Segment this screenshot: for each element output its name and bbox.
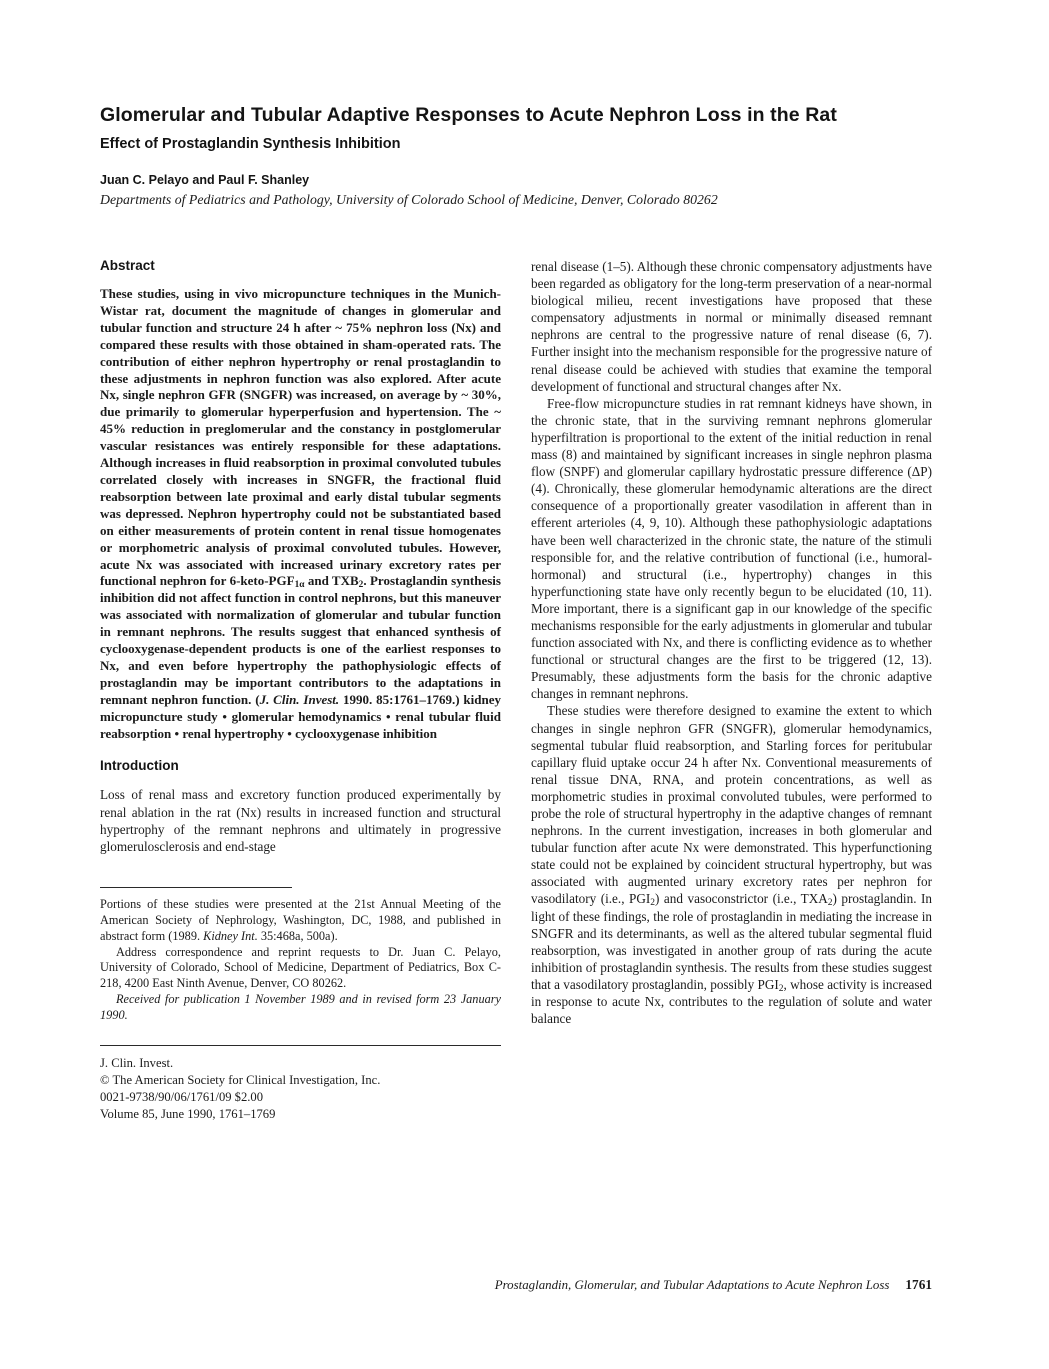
journal-issn-price: 0021-9738/90/06/1761/09 $2.00 (100, 1089, 264, 1104)
body-paragraph: renal disease (1–5). Although these chronic compensatory adjustments have been regarded as obligatory for the long-term preservation of a near-normal biological milieu, recent investigations have proposed that these compensatory adjustments in normal or minimally diseased remnant nephrons are central to the progressive nature of renal disease (6, 7). Further insight into the mechanism responsible for the progressive nature of renal disease could be achieved with studies that examine the temporal development of functional and structural changes after Nx. (531, 259, 932, 394)
right-column (531, 258, 932, 1123)
journal-name: J. Clin. Invest. (100, 1056, 174, 1071)
journal-volume: Volume 85, June 1990, 1761–1769 (100, 1106, 276, 1121)
body-paragraph: These studies were therefore designed to examine the extent to which changes in single nephron GFR (SNGFR), glomerular hemodynamics, segmental tubular fluid reabsorption, and Starling forces for peritubular capillary fluid uptake occur 24 h after Nx. Conventional measurements of renal tissue DNA, RNA, and protein concentrations, as well as morphometric studies in proximal convoluted tubules, were performed to probe the role of structural hypertrophy in the adaptive changes of remnant nephrons. In the current investigation, increases in both glomerular and tubular function after acute Nx were demonstrated. This hyperfunctioning state could not be explained by coincident structural hypertrophy, but was associated with augmented urinary excretory rates per nephron for vasodilatory (i.e., $PGI_2$) and vasoconstrictor (i.e., $TXA_2$) prostaglandin. In light of these findings, the role of prostaglandin in mediating the increase in SNGFR and its determinants, as well as the altered tubular segmental fluid reabsorption, was investigated in another group of rats during the acute inhibition of prostaglandin synthesis. The results from these studies suggest that a vasodilatory prostaglandin, possibly $PGI_2$, whose activity is increased in response to acute Nx, contributes to the regulation of solute and water balance (531, 703, 932, 1027)
abstract-text: These studies, using in vivo micropuncture techniques in the Munich-Wistar rat, document the magnitude of changes in glomerular and tubular function and structure 24 h after ~ 75% nephron loss (Nx) and compared these results with those obtained in sham-operated rats. The contribution of either nephron hypertrophy or renal prostaglandin to these adjustments in nephron function was also explored. After acute Nx, single nephron GFR (SNGFR) was increased, on average by ~ 30%, due primarily to glomerular hyperperfusion and hypertension. The ~ 45% reduction in preglomerular and the constancy in postglomerular vascular resistances was entirely responsible for these adaptations. Although increases in fluid reabsorption in proximal convoluted tubules correlated closely with increases in SNGFR, the fractional fluid reabsorption between late proximal and early distal tubular segments was depressed. Nephron hypertrophy could not be substantiated based on either measurements of protein content in renal tissue homogenates or morphometric analysis of proximal convoluted tubules. However, acute Nx was associated with increased urinary excretory rates per functional nephron for $6-keto-PGF_{1\alpha}$ and $TXB_2$. Prostaglandin synthesis inhibition did not affect function in control nephrons, but this maneuver was associated with normalization of glomerular and tubular function in remnant nephrons. The results suggest that enhanced synthesis of cyclooxygenase-dependent products is one of the earliest responses to Nx, and even before hypertrophy the pathophysiologic effects of prostaglandin may be important contributors to the adaptations in remnant nephron function. (J. Clin. Invest. 1990. 85:1761–1769.) kidney micropuncture study • glomerular hemodynamics • renal tubular fluid reabsorption • renal hypertrophy • cyclooxygenase inhibition (100, 286, 501, 741)
article-header (100, 104, 932, 208)
introduction-text: Loss of renal mass and excretory function produced experimentally by renal ablation in the rat (Nx) results in increased function and structural hypertrophy of the remnant nephrons and ultimately in progressive glomerulosclerosis and end-stage (100, 787, 501, 854)
running-title: Prostaglandin, Glomerular, and Tubular Adaptations to Acute Nephron Loss (494, 1278, 890, 1292)
article-subtitle: Effect of Prostaglandin Synthesis Inhibition (100, 136, 401, 152)
footnote-presentation: Portions of these studies were presented at the 21st Annual Meeting of the American Society of Nephrology, Washington, DC, 1988, and published in abstract form (1989. Kidney Int. 35:468a, 500a). (100, 896, 501, 943)
article-title: Glomerular and Tubular Adaptive Responses to Acute Nephron Loss in the Rat (100, 104, 837, 126)
page-number: 1761 (905, 1277, 932, 1292)
two-column-body (100, 258, 932, 1123)
footnote-correspondence: Address correspondence and reprint requests to Dr. Juan C. Pelayo, University of Colorado, School of Medicine, Department of Pediatrics, Box C-218, 4200 East Ninth Avenue, Denver, CO 80262. (100, 944, 501, 991)
left-column (100, 258, 501, 1123)
footnote-received: Received for publication 1 November 1989 and in revised form 23 January 1990. (100, 992, 501, 1023)
journal-copyright: © The American Society for Clinical Investigation, Inc. (100, 1073, 381, 1087)
introduction-heading: Introduction (100, 758, 179, 774)
footnote-divider (100, 887, 292, 888)
journal-divider (100, 1045, 501, 1046)
authors-line: Juan C. Pelayo and Paul F. Shanley (100, 173, 310, 187)
abstract-heading: Abstract (100, 258, 155, 273)
body-paragraph: Free-flow micropuncture studies in rat remnant kidneys have shown, in the chronic state, that in the surviving remnant nephrons glomerular hyperfiltration is proportional to the extent of the initial reduction in renal mass (8) and maintained by significant increases in single nephron plasma flow (SNPF) and glomerular capillary hydrostatic pressure difference (ΔP) (4). Chronically, these glomerular hemodynamic alterations are the direct consequence of a proportionally greater vasodilation in afferent than in efferent arterioles (4, 9, 10). Although these pathophysiologic adaptations have been well characterized in the chronic state, the nature of the stimuli responsible for, and the relative contribution of functional (i.e., humoral-hormonal) and structural (i.e., hypertrophy) changes in this hyperfunctioning state have only recently begun to be elucidated (10, 11). More important, there is a significant gap in our knowledge of the specific mechanisms responsible for the early adjustments in glomerular and tubular function associated with Nx, and there is conflicting evidence as to whether functional or structural changes are the first to be triggered (12, 13). Presumably, these adjustments form the basis for the chronic adaptive changes in remnant nephrons. (531, 395, 932, 702)
page-footer (100, 1277, 932, 1293)
affiliation-line: Departments of Pediatrics and Pathology, University of Colorado School of Medicine, Denver, Colorado 80262 (100, 192, 718, 207)
